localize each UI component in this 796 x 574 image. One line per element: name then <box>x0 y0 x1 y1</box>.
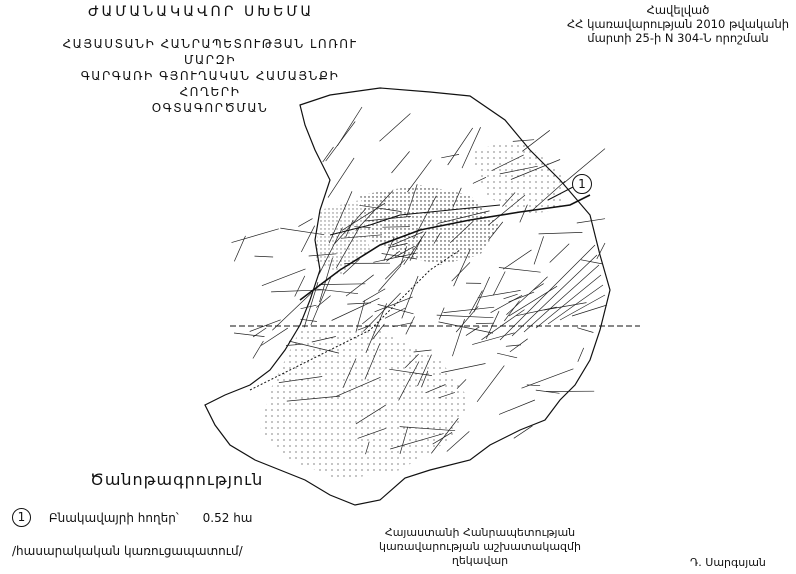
parcel-boundary <box>385 260 405 280</box>
field-strip <box>548 285 603 324</box>
parcel-boundary <box>378 266 400 292</box>
parcel-boundary <box>392 151 410 173</box>
parcel-boundary <box>539 232 583 234</box>
parcel-boundary <box>316 296 330 308</box>
parcel-boundary <box>493 272 505 296</box>
parcel-boundary <box>469 291 482 315</box>
parcel-boundary <box>477 366 504 402</box>
field-strip <box>524 265 599 332</box>
parcel-boundary <box>441 154 459 157</box>
parcel-boundary <box>581 260 603 264</box>
parcel-boundary <box>295 276 305 297</box>
approval-line: ՀՀ կառավարության 2010 թվականի <box>566 17 790 31</box>
legend-item-label: Բնակավայրի հողեր՝ <box>48 510 179 525</box>
signatory-role-line: ղեկավար <box>451 554 509 567</box>
parcel-boundary <box>380 114 411 142</box>
dotted-zone-west <box>315 200 370 275</box>
parcel-boundary <box>439 308 444 320</box>
parcel-boundary <box>323 147 334 162</box>
parcel-boundary <box>363 289 385 302</box>
parcel-boundary <box>328 158 354 198</box>
parcel-boundary <box>504 294 518 299</box>
field-strip <box>536 275 601 328</box>
parcel-boundary <box>319 284 365 285</box>
legend-item <box>12 508 252 527</box>
map-subtitle <box>50 36 370 116</box>
subtitle-line: ՕԳՏԱԳՈՐԾՄԱՆ <box>151 101 269 115</box>
parcel-boundary <box>578 348 584 362</box>
parcel-boundary <box>261 328 288 345</box>
subtitle-line: ՀԱՅԱՍՏԱՆԻ ՀԱՆՐԱՊԵՏՈՒԹՅԱՆ ԼՈՌՈՒ ՄԱՐԶԻ <box>62 37 358 67</box>
dotted-zone-south <box>260 330 470 480</box>
subtitle-line: ԳԱՐԳԱՌԻ ԳՅՈՒՂԱԿԱՆ ՀԱՄԱՅՆՔԻ ՀՈՂԵՐԻ <box>80 69 340 99</box>
parcel-boundary <box>534 236 544 264</box>
parcel-boundary <box>522 369 574 388</box>
parcel-boundary <box>503 250 531 269</box>
document-type-title: ԺԱՄԱՆԱԿԱՎՈՐ ՍԽԵՄԱ <box>88 4 315 20</box>
legend-title: Ծանոթագրություն <box>90 470 264 489</box>
parcel-boundary <box>253 341 264 359</box>
parcel-boundary <box>522 130 550 151</box>
parcel-boundary <box>497 353 517 358</box>
signatory-name: Դ. Սարգսյան <box>690 556 766 569</box>
parcel-boundary <box>406 317 415 335</box>
signatory-role <box>355 526 605 568</box>
parcel-boundary <box>280 228 324 235</box>
parcel-boundary <box>356 300 365 331</box>
signatory-role-line: կառավարության աշխատակազմի <box>379 540 581 553</box>
signatory-role-line: Հայաստանի Հանրապետության <box>384 526 576 539</box>
approval-note <box>560 3 796 45</box>
approval-line: մարտի 25-ի N 304-Ն որոշման <box>587 31 769 45</box>
dotted-zone-center <box>360 185 500 265</box>
parcel-boundary <box>358 326 369 330</box>
parcel-boundary <box>457 379 466 388</box>
parcel-boundary <box>332 298 380 320</box>
parcel-boundary <box>499 400 535 414</box>
parcel-boundary <box>300 319 317 321</box>
parcel-boundary <box>234 333 265 337</box>
parcel-boundary <box>550 244 570 263</box>
dotted-zone-northeast <box>470 140 565 215</box>
parcel-boundary <box>472 333 514 345</box>
parcel-boundary <box>402 276 418 318</box>
parcel-boundary <box>474 277 490 312</box>
parcel-boundary <box>362 316 372 324</box>
parcel-boundary <box>301 226 314 252</box>
parcel-boundary <box>437 315 494 318</box>
parcel-boundary <box>346 275 374 296</box>
parcel-boundary <box>298 219 312 227</box>
parcel-boundary <box>255 256 274 257</box>
parcel-boundary <box>577 328 593 333</box>
parcel-boundary <box>301 305 317 309</box>
parcel-boundary <box>234 236 245 262</box>
parcel-boundary <box>441 364 485 373</box>
parcel-boundary <box>482 310 525 340</box>
legend-item-area: 0.52 հա <box>202 510 253 525</box>
legend-item-number: 1 <box>12 508 31 527</box>
parcel-boundary <box>262 269 306 286</box>
parcel-boundary <box>452 262 470 281</box>
parcel-boundary <box>533 284 543 291</box>
map-parcels <box>205 88 640 505</box>
map-marker-1: 1 <box>572 174 592 194</box>
parcel-boundary <box>232 229 279 243</box>
legend-note: /հասարակական կառուցապատում/ <box>12 544 243 558</box>
parcel-boundary <box>314 289 358 294</box>
parcel-boundary <box>478 290 521 297</box>
approval-line: Հավելված <box>646 3 710 17</box>
parcel-boundary <box>443 307 494 312</box>
parcel-boundary <box>448 128 473 165</box>
parcel-boundary <box>513 140 534 142</box>
